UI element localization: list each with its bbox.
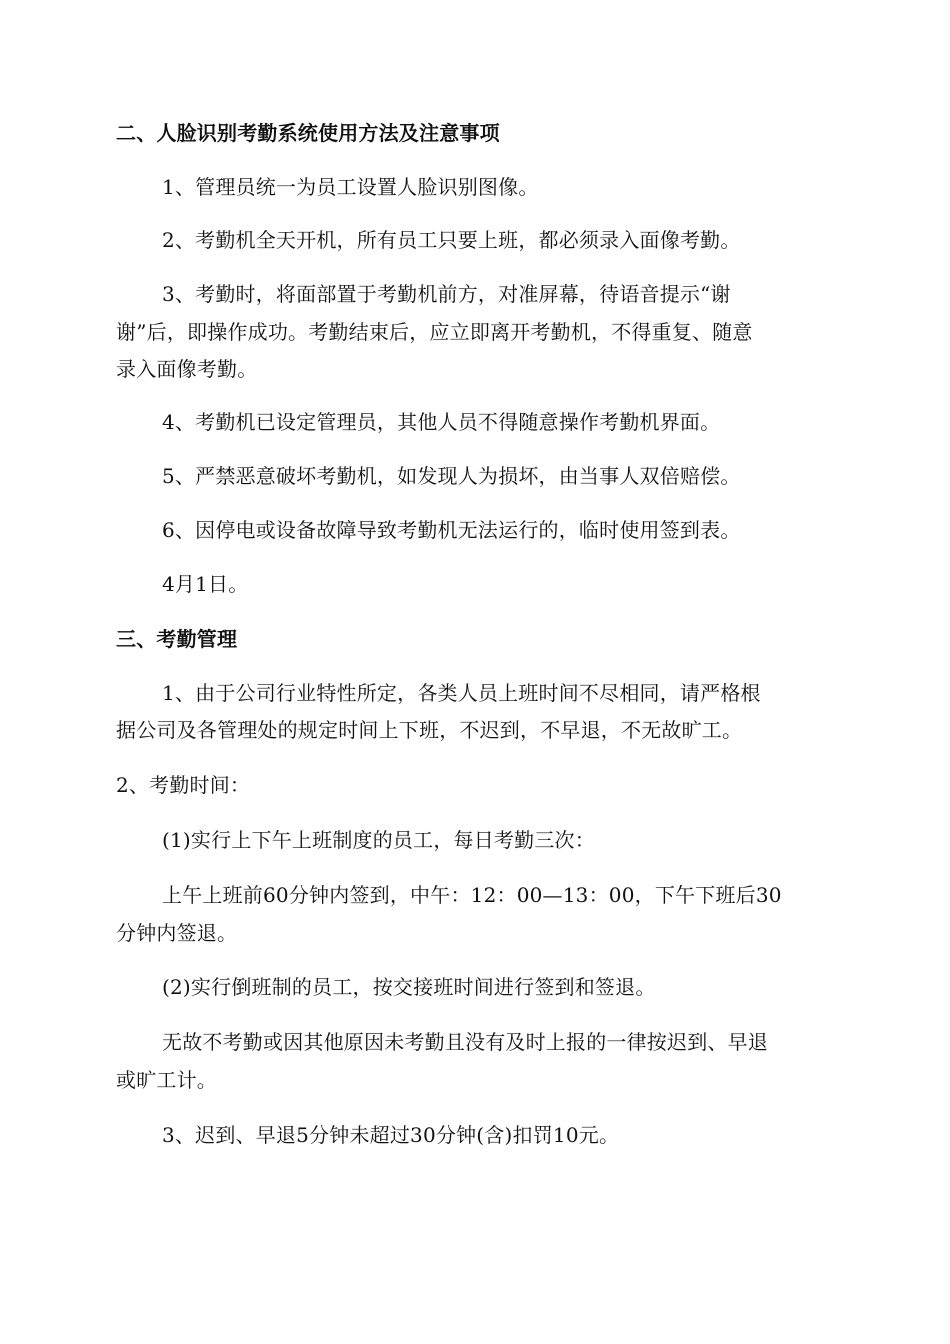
section-2-item-3-line-1: 3、考勤时，将面部置于考勤机前方，对准屏幕，待语音提示“谢 [162, 282, 731, 306]
section-2-item-3-line-2: 谢”后，即操作成功。考勤结束后，应立即离开考勤机，不得重复、随意 [116, 320, 753, 344]
section-3-heading: 三、考勤管理 [116, 627, 238, 651]
section-2-item-5: 5、严禁恶意破坏考勤机，如发现人为损坏，由当事人双倍赔偿。 [162, 464, 741, 488]
section-2-heading: 二、人脸识别考勤系统使用方法及注意事项 [116, 121, 500, 145]
section-3-sub-item-1-detail-line-2: 分钟内签退。 [116, 921, 238, 945]
date-line: 4月1日。 [162, 572, 249, 596]
section-2-item-4: 4、考勤机已设定管理员，其他人员不得随意操作考勤机界面。 [162, 410, 721, 434]
section-2-item-6: 6、因停电或设备故障导致考勤机无法运行的，临时使用签到表。 [162, 518, 741, 542]
section-3-item-3: 3、迟到、早退5分钟未超过30分钟(含)扣罚10元。 [162, 1123, 620, 1147]
section-3-note-line-1: 无故不考勤或因其他原因未考勤且没有及时上报的一律按迟到、早退 [162, 1030, 768, 1054]
section-3-item-1-line-2: 据公司及各管理处的规定时间上下班，不迟到，不早退，不无故旷工。 [116, 718, 743, 742]
section-3-sub-item-1-detail-line-1: 上午上班前60分钟内签到，中午：12：00—13：00，下午下班后30 [162, 883, 782, 907]
section-3-sub-item-2: (2)实行倒班制的员工，按交接班时间进行签到和签退。 [162, 975, 656, 999]
section-3-sub-item-1: (1)实行上下午上班制度的员工，每日考勤三次： [162, 828, 595, 852]
section-3-note-line-2: 或旷工计。 [116, 1068, 217, 1092]
section-2-item-1: 1、管理员统一为员工设置人脸识别图像。 [162, 175, 539, 199]
section-3-item-2: 2、考勤时间： [116, 773, 251, 797]
section-2-item-3-line-3: 录入面像考勤。 [116, 357, 258, 381]
section-2-item-2: 2、考勤机全天开机，所有员工只要上班，都必须录入面像考勤。 [162, 228, 741, 252]
section-3-item-1-line-1: 1、由于公司行业特性所定，各类人员上班时间不尽相同，请严格根 [162, 681, 761, 705]
